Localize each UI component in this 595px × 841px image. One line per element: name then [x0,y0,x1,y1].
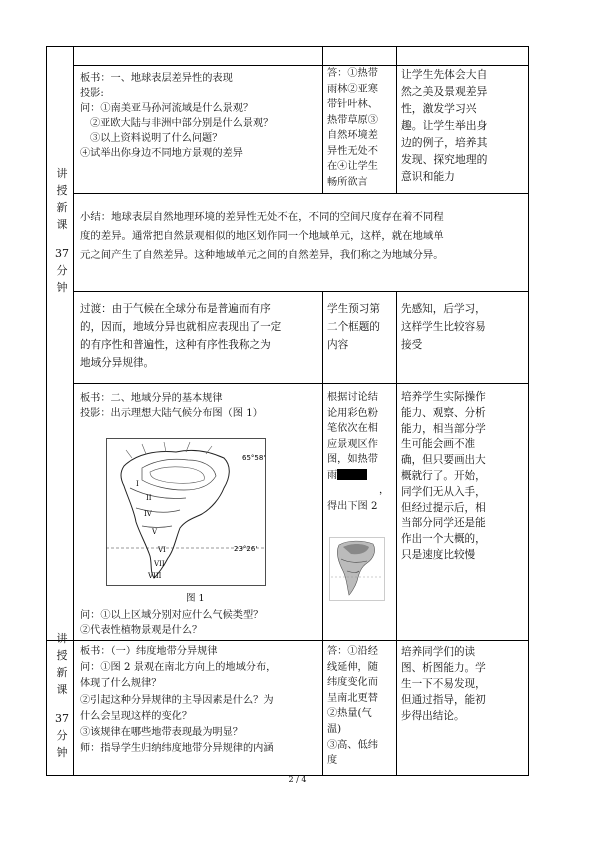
text-line: 但通过指导，能初 [401,694,486,706]
text-line: ④试举出你身边不同地方景观的差异 [80,148,243,159]
text-line: 二个框题的 [327,321,380,333]
text-line: 只是速度比较慢 [401,548,476,561]
text-line: 作出一个大概的， [401,533,486,546]
column-divider [322,46,323,193]
text-line: 意识和能力 [401,170,455,183]
text-line: 性，激发学习兴 [401,102,477,115]
text-line: 畅所欲言 [327,176,368,188]
text-line: 度的差异。通常把自然景观相似的地区划作同一个地域单元，这样，就在地域单 [80,230,444,242]
redaction-block [337,469,367,480]
text-line: 纬度变化而 [327,677,378,689]
text-line: 这样学生比较容易 [401,321,486,333]
text-line: 边的例子，培养其 [401,136,488,149]
text-line: ③高、低纬 [327,739,378,751]
text-line: ②引起这种分异规律的主导因素是什么？为 [80,694,274,706]
side-char: 课 [56,683,68,696]
text-line: 发现、探究地理的 [401,153,488,166]
side-char: 分 [56,729,68,742]
row3-intent-cell [401,390,527,564]
text-line: 能力、观察、分析 [401,406,486,419]
text-line: 问：①图 2 景观在南北方向上的地域分布， [80,662,277,674]
summary-cell [80,208,526,265]
text-line: ， [379,485,390,496]
text-line: 热带草原③ [327,114,378,126]
zone-label: II [146,494,152,502]
text-line: 元之间产生了自然差异。这种地域单元之间的自然差异，我们称之为地域分异。 [80,249,444,261]
text-line: 什么会呈现这样的变化？ [80,710,193,722]
text-line: 度 [327,755,338,767]
text-line: 带针叶林、 [327,99,378,110]
figure-latitude-bottom: 23°26' [234,545,258,553]
text-line: 生可能会画不准 [401,438,476,451]
text-line: 步得出结论。 [401,710,465,722]
text-line: 笔依次在相 [327,423,378,434]
text-line: 学生预习第 [327,303,380,315]
text-line: 图，如热带 [327,454,378,465]
text-line: 呈南北更替 [327,692,378,704]
text-line: 板书：一、地球表层差异性的表现 [80,73,233,84]
text-line: 让学生先体会大自 [401,68,488,81]
text-line: 答：①热带 [327,68,378,79]
column-divider [322,291,323,775]
row-divider [73,383,529,384]
row1-student-cell [327,66,395,190]
text-line: 自然环境差 [327,130,378,141]
page-number: 2 / 4 [288,775,307,784]
text-line: 能力，相当部分学 [401,422,486,435]
text-line: ③该规律在哪些地带表现最为明显？ [80,727,243,739]
row1-intent-cell [401,66,527,185]
text-line: 论用彩色粉 [327,407,378,419]
text-line: 确，但只要画出大 [401,454,486,467]
text-line: 雨林②亚寒 [327,83,378,95]
table-left-border [46,46,47,776]
side-char: 授 [56,649,68,662]
side-char: 授 [56,184,68,197]
text-line: 投影：出示理想大陆气候分布图（图 1） [80,408,263,419]
text-line: 先感知，后学习， [401,303,486,315]
text-line: 师：指导学生归纳纬度地带分异规律的内涵 [80,743,274,755]
side-label-bottom [49,630,75,761]
text-line: 问：①南美亚马孙河流域是什么景观？ [80,103,254,114]
row4-main-cell [80,644,320,757]
zone-label: I [136,480,139,488]
text-line: 概就行了。开始， [401,469,486,482]
figure-latitude-top: 65°58' [242,454,266,462]
row3-student-cell [327,390,395,514]
text-line: 得出下图 2 [327,500,378,512]
text-line: 但经过提示后，相 [401,501,486,514]
column-divider [396,46,397,193]
text-line: 趣。让学生举出身 [401,119,488,132]
text-fragment: 雨 [327,469,338,481]
text-line: 问：①以上区域分别对应什么气候类型？ [80,610,264,621]
text-line: 然之美及景观差异 [401,85,488,98]
row3-main-cell-bottom [80,608,320,638]
text-line: 的有序性和普遍性，这种有序性我称之为 [80,339,271,351]
side-char: 讲 [56,167,68,180]
text-line: 投影: [80,88,104,99]
row-divider [46,640,529,641]
text-line: 同学们无从入手， [401,485,486,498]
row-divider [73,291,529,292]
text-line: 当部分同学还是能 [401,517,486,530]
text-line: ②亚欧大陆与非洲中部分别是什么景观？ [90,118,274,129]
side-char: 37 [55,712,69,725]
text-line: 地域分异规律。 [80,357,155,369]
side-label-top [49,165,75,296]
text-line: 线延伸，随 [327,661,378,673]
figure-caption: 图 1 [186,593,205,604]
side-char: 37 [55,247,69,260]
text-line: 过渡：由于气候在全球分布是普遍而有序 [80,303,271,315]
zone-label: IV [144,510,152,518]
text-line: 答：①沿经 [327,646,378,657]
row2-student-cell [327,300,395,354]
row2-intent-cell [401,300,527,354]
text-line: 接受 [401,339,423,351]
text-line: 小结：地球表层自然地理环境的差异性无处不在，不同的空间尺度存在着不同程 [80,211,444,223]
text-line: 的，因而，地域分异也就相应表现出了一定 [80,321,282,333]
text-line: 图、析图能力。学 [401,662,486,674]
text-line: 应景观区作 [327,438,378,450]
row3-main-cell-top [80,391,320,421]
side-char: 钟 [56,746,68,759]
table-top-border [46,46,529,47]
zone-label: VII [154,560,165,568]
side-char: 新 [56,666,68,679]
side-char: 钟 [56,281,68,294]
text-line: 温) [327,723,342,735]
climate-distribution-figure [106,438,266,590]
text-line: 培养同学们的读 [401,646,476,658]
table-right-border [528,46,529,776]
text-line: 板书：（一）纬度地带分异规律 [80,646,218,657]
text-line: 内容 [327,339,349,351]
column-divider [396,291,397,775]
zone-label: VIII [148,572,162,580]
text-line: 生一下不易发现， [401,678,486,690]
text-line: 在④让学生 [327,161,378,172]
zone-label: VI [158,546,166,554]
row1-main-cell [80,71,320,161]
text-line: 异性无处不 [327,145,378,157]
row-divider [73,193,529,194]
text-line: ③以上资料说明了什么问题？ [90,133,223,144]
row2-main-cell [80,300,320,372]
text-line: 培养学生实际操作 [401,391,486,403]
text-line: ②热量(气 [327,708,372,720]
row4-student-cell [327,644,395,769]
zone-label: V [152,528,158,536]
side-char: 分 [56,264,68,277]
side-char: 讲 [56,632,68,645]
text-line: ②代表性植物景观是什么？ [80,625,203,636]
row4-intent-cell [401,644,527,724]
text-line: 板书：二、地域分异的基本规律 [80,393,223,404]
side-char: 课 [56,218,68,231]
figure-2-thumbnail [329,537,385,601]
text-line: 根据讨论结 [327,392,378,403]
text-line: 体现了什么规律？ [80,678,162,690]
side-char: 新 [56,201,68,214]
